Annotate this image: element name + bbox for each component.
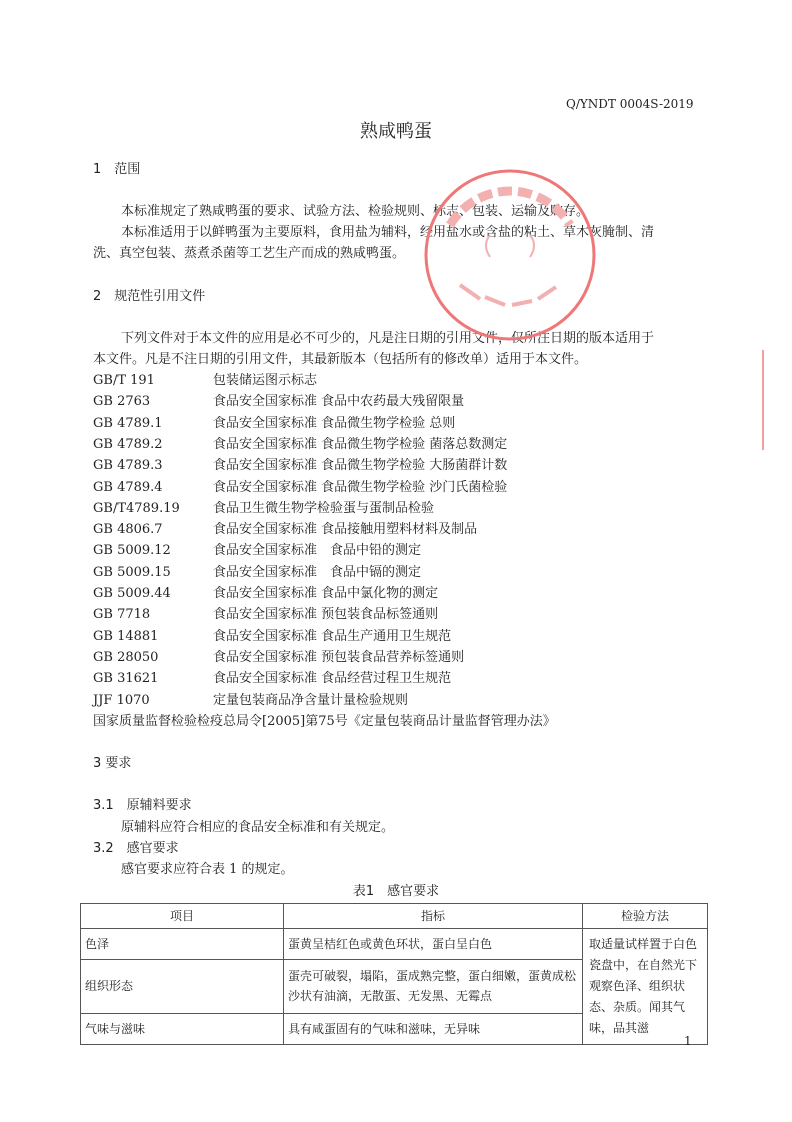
table-row: [81, 929, 708, 960]
reference-title: 食品安全国家标准 食品接触用塑料材料及制品: [213, 522, 478, 538]
reference-code: GB 5009.15: [93, 564, 171, 580]
method-cell: 取适量试样置于白色瓷盘中，在自然光下观察色泽、组织状态、杂质。闻其气味，品其滋: [583, 929, 708, 1045]
section-3-2-heading: 3.2 感官要求: [93, 841, 179, 856]
page-edge-stamp-mark: [762, 350, 792, 450]
paragraph: 下列文件对于本文件的应用是必不可少的，凡是注日期的引用文件，仅所注日期的版本适用于: [121, 331, 655, 346]
item-cell: 组织形态: [81, 959, 284, 1014]
spec-cell: 蛋黄呈桔红色或黄色环状，蛋白呈白色: [284, 929, 583, 960]
reference-title: 食品安全国家标准 预包装食品营养标签通则: [213, 649, 465, 665]
reference-code: GB 2763: [93, 394, 151, 410]
spec-cell: 具有咸蛋固有的气味和滋味，无异味: [284, 1014, 583, 1045]
reference-code: GB/T4789.19: [93, 500, 180, 516]
reference-title: 食品安全国家标准 食品微生物学检验 大肠菌群计数: [213, 458, 508, 474]
reference-title: 食品安全国家标准 食品中铅的测定: [213, 543, 422, 559]
reference-code: GB 31621: [93, 671, 159, 687]
paragraph: 原辅料应符合相应的食品安全标准和有关规定。: [121, 820, 395, 835]
table-caption: 表1 感官要求: [352, 884, 440, 899]
sensory-table: [80, 903, 708, 1045]
section-2-heading: 2 规范性引用文件: [93, 289, 206, 304]
reference-title: 食品安全国家标准 食品经营过程卫生规范: [213, 671, 452, 687]
page-title: 熟咸鸭蛋: [360, 121, 432, 142]
page-number: 1: [684, 1034, 692, 1048]
reference-title: 食品安全国家标准 食品中氯化物的测定: [213, 586, 439, 601]
reference-title: 食品安全国家标准 预包装食品标签通则: [213, 607, 439, 623]
section-3-heading: 3 要求: [93, 756, 132, 771]
reference-code: GB 4789.3: [93, 458, 163, 474]
reference-title: 食品安全国家标准 食品中农药最大残留限量: [213, 394, 465, 410]
reference-title: 定量包装商品净含量计量检验规则: [213, 692, 409, 708]
reference-regulation: 国家质量监督检验检疫总局令[2005]第75号《定量包装商品计量监督管理办法》: [93, 714, 556, 729]
company-seal-stamp: [420, 165, 600, 345]
section-1-heading: 1 范围: [93, 162, 141, 177]
reference-code: GB 28050: [93, 649, 159, 665]
reference-code: GB 14881: [93, 628, 159, 644]
reference-code: GB 7718: [93, 607, 151, 623]
paragraph: 本标准规定了熟咸鸭蛋的要求、试验方法、检验规则、标志、包装、运输及贮存。: [121, 204, 590, 219]
reference-code: GB 4789.1: [93, 415, 163, 431]
item-cell: 气味与滋味: [81, 1014, 284, 1045]
table-header: 指标: [284, 904, 583, 929]
reference-title: 包装储运图示标志: [213, 373, 318, 388]
reference-code: GB 4806.7: [93, 522, 163, 538]
item-cell: 色泽: [81, 929, 284, 960]
reference-code: GB 4789.4: [93, 479, 163, 495]
paragraph: 本文件。凡是不注日期的引用文件，其最新版本（包括所有的修改单）适用于本文件。: [93, 352, 588, 367]
standard-code: Q/YNDT 0004S-2019: [566, 97, 694, 111]
spec-cell: 蛋壳可破裂，塌陷，蛋成熟完整，蛋白细嫩，蛋黄成松沙状有油滴，无散蛋、无发黑、无霉点: [284, 959, 583, 1014]
reference-code: JJF 1070: [93, 692, 150, 708]
reference-code: GB 4789.2: [93, 436, 163, 452]
reference-title: 食品卫生微生物学检验蛋与蛋制品检验: [213, 500, 435, 516]
reference-title: 食品安全国家标准 食品生产通用卫生规范: [213, 628, 452, 644]
reference-code: GB 5009.44: [93, 586, 171, 601]
reference-title: 食品安全国家标准 食品中镉的测定: [213, 564, 422, 580]
reference-title: 食品安全国家标准 食品微生物学检验 总则: [213, 415, 456, 431]
reference-title: 食品安全国家标准 食品微生物学检验 菌落总数测定: [213, 436, 508, 452]
table-header: 检验方法: [583, 904, 708, 929]
reference-title: 食品安全国家标准 食品微生物学检验 沙门氏菌检验: [213, 479, 508, 495]
paragraph: 洗、真空包装、蒸煮杀菌等工艺生产而成的熟咸鸭蛋。: [93, 246, 406, 261]
paragraph: 本标准适用于以鲜鸭蛋为主要原料，食用盐为辅料，经用盐水或含盐的粘土、草木灰腌制、清: [121, 225, 655, 240]
reference-code: GB 5009.12: [93, 543, 171, 559]
paragraph: 感官要求应符合表 1 的规定。: [121, 862, 294, 877]
reference-code: GB/T 191: [93, 373, 155, 388]
table-header: 项目: [81, 904, 284, 929]
section-3-1-heading: 3.1 原辅料要求: [93, 798, 192, 813]
